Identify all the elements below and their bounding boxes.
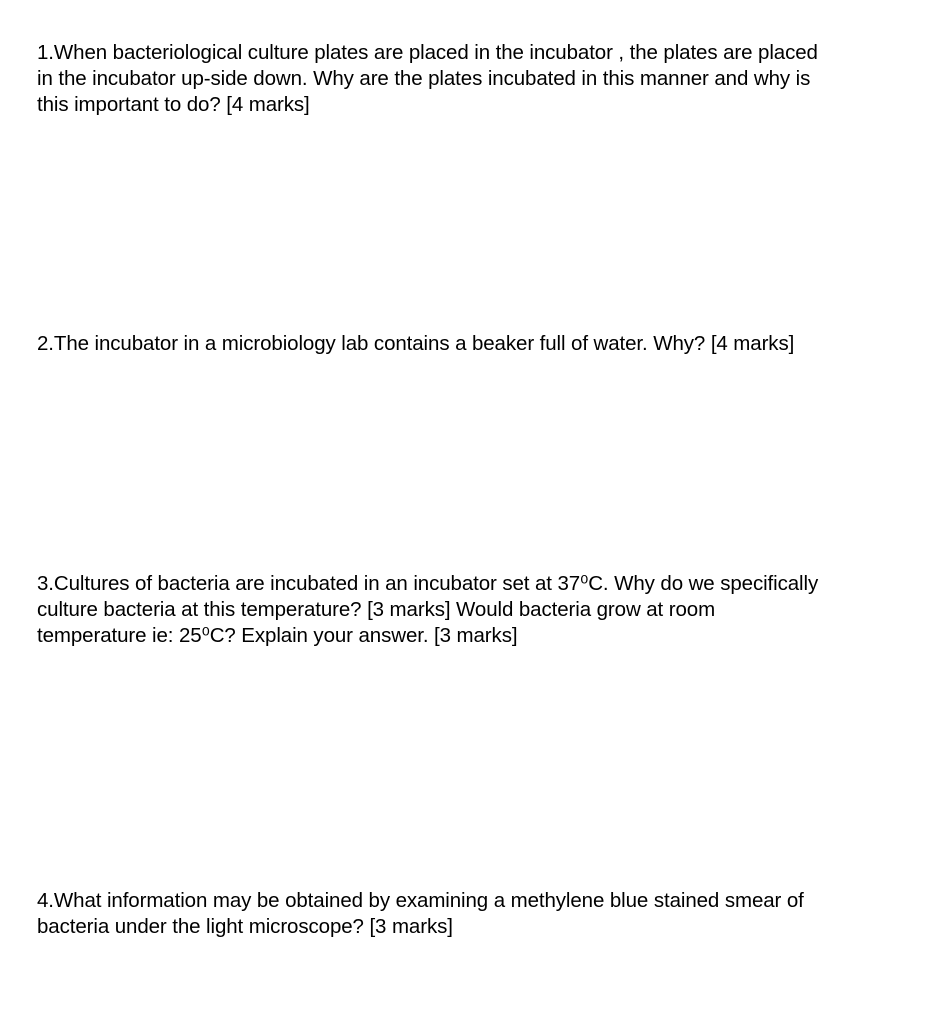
question-1	[37, 40, 932, 118]
question-1-line-2: in the incubator up-side down. Why are the plates incubated in this manner and why is	[37, 67, 811, 90]
question-3-line-3: temperature ie: 25⁰C? Explain your answer. [3 marks]	[37, 624, 518, 647]
question-3	[37, 571, 932, 649]
question-1-line-1: 1.When bacteriological culture plates are placed in the incubator , the plates are placed	[37, 41, 818, 64]
question-4-line-2: bacteria under the light microscope? [3 marks]	[37, 915, 453, 938]
question-1-line-3: this important to do? [4 marks]	[37, 93, 310, 116]
question-3-line-2: culture bacteria at this temperature? [3 marks] Would bacteria grow at room	[37, 598, 716, 621]
question-4	[37, 888, 932, 940]
question-4-line-1: 4.What information may be obtained by examining a methylene blue stained smear of	[37, 889, 804, 912]
question-3-line-1: 3.Cultures of bacteria are incubated in an incubator set at 37⁰C. Why do we specifically	[37, 572, 819, 595]
question-2-line-1: 2.The incubator in a microbiology lab contains a beaker full of water. Why? [4 marks]	[37, 332, 795, 355]
question-2	[37, 331, 932, 357]
